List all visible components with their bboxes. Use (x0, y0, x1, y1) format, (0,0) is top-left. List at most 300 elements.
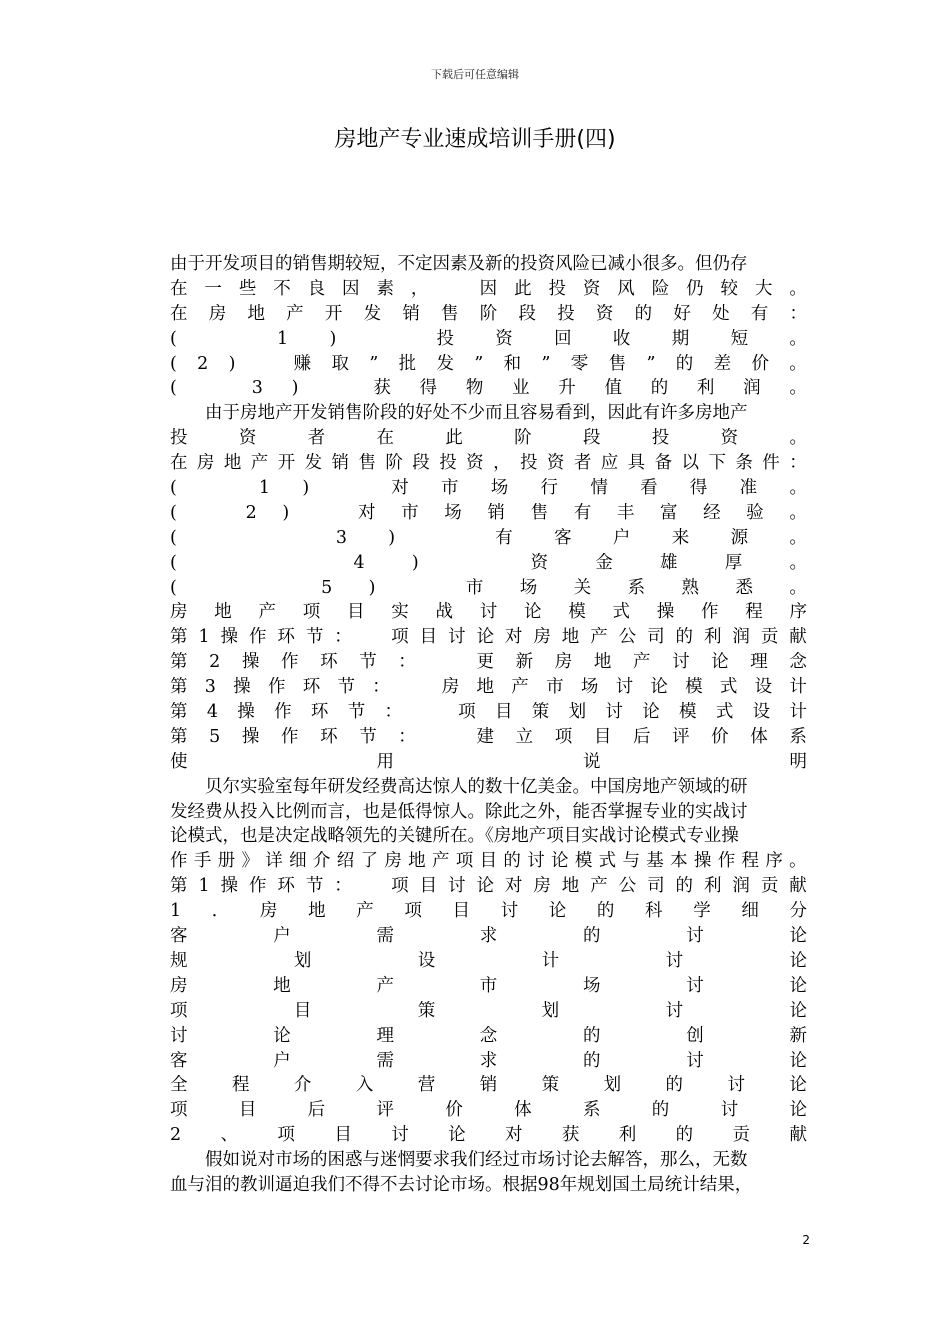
line-glyph: 的 (583, 926, 601, 947)
line-glyph: 目 (238, 1100, 257, 1121)
line-glyph: 产 (356, 901, 374, 922)
line-glyph: 第 (170, 702, 188, 723)
line-glyph: 环 (310, 702, 329, 723)
line-glyph: 具 (627, 453, 646, 474)
line-glyph: ： (384, 702, 403, 723)
line-glyph: 。 (789, 428, 807, 449)
line-glyph: ( (170, 378, 177, 399)
text-line (170, 750, 807, 775)
text-line (170, 277, 807, 302)
line-glyph: 5 (209, 726, 221, 747)
line-glyph: 新 (789, 1025, 807, 1046)
text-line: 血与泪的教训逼迫我们不得不去讨论市场。根据98年规划国土局统计结果， (170, 1174, 753, 1195)
line-glyph (327, 376, 345, 401)
line-glyph: 的 (651, 1100, 670, 1121)
line-glyph (445, 277, 463, 302)
line-glyph (436, 526, 454, 551)
text-line (170, 551, 807, 576)
line-glyph: 讨 (527, 851, 545, 872)
line-glyph: 段 (582, 428, 601, 449)
line-glyph: 2 (209, 652, 221, 673)
line-glyph: 论 (789, 975, 807, 996)
line-glyph: 体 (750, 726, 768, 747)
line-glyph: 收 (612, 328, 631, 349)
line-glyph: 全 (170, 1075, 188, 1096)
text-line (170, 327, 807, 352)
line-glyph: 处 (712, 303, 730, 324)
line-glyph: 投 (548, 278, 566, 299)
line-glyph: 的 (665, 1075, 683, 1096)
line-glyph: 划 (293, 950, 312, 971)
line-glyph (407, 675, 425, 700)
line-glyph: 2 (197, 353, 209, 374)
line-glyph: 段 (412, 453, 430, 474)
line-glyph: 模 (574, 851, 593, 872)
line-glyph: 。 (789, 577, 807, 598)
line-glyph: 营 (417, 1075, 436, 1096)
line-glyph (218, 327, 236, 352)
line-glyph: 值 (604, 378, 622, 399)
line-glyph: ( (170, 527, 177, 548)
line-glyph: 手 (193, 851, 212, 872)
line-glyph: 目 (494, 702, 513, 723)
line-glyph: 资 (595, 303, 614, 324)
line-glyph: 得 (419, 378, 438, 399)
line-glyph: 。 (789, 328, 807, 349)
line-glyph: 润 (732, 627, 750, 648)
text-line (170, 999, 807, 1024)
text-line: 发经费从投入比例而言，也是低得惊人。除此之外，能否掌握专业的实战讨 (170, 801, 748, 822)
line-glyph: 条 (735, 453, 753, 474)
line-glyph: ： (789, 453, 807, 474)
line-glyph: 物 (465, 378, 484, 399)
line-glyph: 房 (170, 975, 188, 996)
line-glyph: 场 (519, 577, 538, 598)
line-glyph: ： (398, 652, 416, 673)
line-glyph: ( (170, 478, 177, 499)
line-glyph: 系 (627, 577, 646, 598)
line-glyph: 。 (789, 278, 807, 299)
line-glyph: 发 (304, 453, 323, 474)
text-line (170, 426, 807, 451)
line-glyph: 式 (715, 702, 734, 723)
line-glyph: 。 (789, 478, 807, 499)
line-glyph: 式 (612, 602, 630, 623)
line-glyph: 创 (686, 1025, 704, 1046)
line-glyph: ) (411, 552, 419, 573)
line-glyph: 有 (495, 527, 513, 548)
line-glyph: 投 (436, 328, 454, 349)
line-glyph: 理 (750, 652, 768, 673)
line-glyph: 准 (739, 478, 758, 499)
line-glyph: 项 (458, 702, 476, 723)
line-glyph: 战 (435, 602, 453, 623)
line-glyph: 环 (320, 652, 338, 673)
line-glyph: 对 (358, 502, 376, 523)
line-glyph: 一 (204, 278, 222, 299)
line-glyph: 市 (546, 677, 564, 698)
line-glyph: 项 (455, 851, 474, 872)
line-glyph: 讨 (672, 652, 690, 673)
line-glyph: ： (334, 627, 352, 648)
line-glyph: 册 (217, 851, 236, 872)
line-glyph: 序 (789, 602, 807, 623)
text-line (170, 849, 807, 874)
line-glyph: 项 (391, 627, 409, 648)
line-glyph: ： (372, 677, 390, 698)
line-glyph: 地 (408, 851, 426, 872)
line-glyph: 立 (515, 726, 534, 747)
line-glyph: 作 (248, 627, 267, 648)
line-glyph: 项 (391, 876, 409, 897)
line-glyph: 细 (289, 851, 307, 872)
line-glyph: 客 (170, 926, 188, 947)
line-glyph: 式 (719, 677, 738, 698)
line-glyph: 第 (170, 652, 188, 673)
text-line: 由于房地产开发销售阶段的好处不少而且容易看到，因此有许多房地产 (205, 403, 748, 424)
line-glyph: 产 (511, 677, 529, 698)
line-glyph: 、 (220, 1125, 239, 1146)
line-glyph: 场 (444, 502, 462, 523)
line-glyph: 市 (479, 975, 498, 996)
line-glyph: 程 (231, 1075, 250, 1096)
line-glyph: 大 (754, 278, 773, 299)
line-glyph: 实 (391, 602, 409, 623)
line-glyph: 介 (312, 851, 331, 872)
line-glyph: 销 (479, 1075, 498, 1096)
line-glyph: 雄 (660, 552, 678, 573)
line-glyph: 产 (632, 652, 651, 673)
line-glyph: 更 (476, 652, 495, 673)
line-glyph: 讨 (686, 975, 704, 996)
line-glyph: 作 (280, 652, 299, 673)
text-line (170, 352, 807, 377)
line-glyph: 作 (248, 876, 267, 897)
line-glyph: 贡 (760, 876, 779, 897)
line-glyph (466, 551, 484, 576)
line-glyph: 求 (479, 1050, 498, 1071)
line-glyph: 讨 (665, 1000, 684, 1021)
line-glyph (202, 501, 220, 526)
line-glyph: 建 (476, 726, 495, 747)
line-glyph: 升 (558, 378, 576, 399)
line-glyph: 司 (647, 627, 665, 648)
line-glyph: 求 (479, 926, 498, 947)
line-glyph: 。 (789, 502, 807, 523)
line-glyph: 房 (259, 901, 278, 922)
line-glyph: 地 (476, 677, 495, 698)
line-glyph: 润 (743, 378, 761, 399)
line-glyph: 业 (512, 378, 530, 399)
line-glyph: 售 (608, 353, 627, 374)
line-glyph: 价 (711, 726, 729, 747)
line-glyph: 基 (646, 851, 664, 872)
line-glyph: 讨 (727, 1075, 745, 1096)
line-glyph: 模 (685, 677, 703, 698)
line-glyph: 详 (265, 851, 283, 872)
line-glyph: 讨 (448, 627, 466, 648)
line-glyph: 作 (170, 851, 188, 872)
line-glyph: 献 (789, 1125, 807, 1146)
line-glyph: ( (170, 328, 177, 349)
line-glyph: 程 (745, 602, 763, 623)
line-glyph: 5 (321, 577, 333, 598)
line-glyph: 1 (198, 876, 210, 897)
line-glyph: 在 (170, 278, 188, 299)
line-glyph: 投 (651, 428, 670, 449)
line-glyph: 地 (247, 303, 265, 324)
line-glyph: 序 (765, 851, 783, 872)
line-glyph: 节 (305, 627, 324, 648)
line-glyph: 场 (580, 677, 599, 698)
line-glyph: 科 (645, 901, 663, 922)
line-glyph: 利 (618, 1125, 637, 1146)
line-glyph: 操 (220, 876, 239, 897)
line-glyph: 划 (568, 702, 587, 723)
line-glyph: ( (170, 552, 177, 573)
line-glyph: 环 (277, 627, 295, 648)
line-glyph: 讨 (720, 1100, 739, 1121)
line-glyph: 规 (170, 950, 188, 971)
line-glyph: 。 (789, 527, 807, 548)
line-glyph: 利 (703, 627, 722, 648)
line-glyph: 良 (307, 278, 326, 299)
line-glyph: 论 (524, 602, 542, 623)
line-glyph: 售 (530, 502, 549, 523)
text-line: 由于开发项目的销售期较短，不定因素及新的投资风险已减小很多。但仍存 (170, 254, 748, 274)
line-glyph: ” (474, 353, 484, 374)
document-title: 房地产专业速成培训手册(四) (334, 127, 616, 152)
line-glyph (224, 551, 242, 576)
line-glyph: 式 (598, 851, 617, 872)
line-glyph: 因 (479, 278, 498, 299)
line-glyph: 评 (376, 1100, 394, 1121)
line-glyph: 者 (573, 453, 592, 474)
line-glyph: 地 (561, 876, 580, 897)
line-glyph: 2 (245, 502, 257, 523)
text-line (170, 576, 807, 601)
line-glyph: 作 (701, 602, 719, 623)
line-glyph: 产 (258, 602, 276, 623)
line-glyph: 环 (277, 876, 295, 897)
line-glyph: 作 (274, 702, 292, 723)
line-glyph: 程 (741, 851, 759, 872)
line-glyph: 期 (671, 328, 690, 349)
line-glyph: 的 (503, 851, 521, 872)
line-glyph: ( (170, 502, 177, 523)
line-glyph (218, 526, 236, 551)
line-glyph: 论 (273, 1025, 291, 1046)
text-line (170, 600, 807, 625)
line-glyph: 。 (789, 851, 807, 872)
line-glyph: 项 (404, 901, 422, 922)
line-glyph: 讨 (391, 1125, 409, 1146)
line-glyph: 了 (360, 851, 378, 872)
line-glyph (289, 551, 307, 576)
line-glyph: 资 (466, 453, 484, 474)
line-glyph: 富 (659, 502, 678, 523)
line-glyph: 市 (440, 478, 459, 499)
line-glyph: 些 (238, 278, 257, 299)
line-glyph: 资 (530, 552, 549, 573)
line-glyph: 献 (789, 876, 807, 897)
line-glyph: 操 (237, 702, 255, 723)
line-glyph: 策 (531, 702, 550, 723)
line-glyph: 验 (746, 502, 764, 523)
line-glyph: 地 (308, 901, 326, 922)
text-line (170, 1049, 807, 1074)
line-glyph: 明 (789, 751, 807, 772)
line-glyph: ， (410, 278, 429, 299)
line-glyph: 对 (504, 876, 523, 897)
line-glyph: 论 (650, 677, 668, 698)
line-glyph: 的 (675, 1125, 694, 1146)
text-line (170, 924, 807, 949)
line-glyph: 公 (618, 627, 637, 648)
text-line (170, 526, 807, 551)
line-glyph: 批 (398, 353, 417, 374)
line-glyph: 房 (170, 602, 188, 623)
line-glyph: 计 (541, 950, 560, 971)
line-glyph: 悉 (735, 577, 753, 598)
line-glyph: 。 (789, 353, 807, 374)
line-glyph: 在 (170, 303, 188, 324)
line-glyph: ： (789, 303, 807, 324)
line-glyph: 目 (593, 726, 612, 747)
line-glyph: 润 (732, 876, 750, 897)
line-glyph: 节 (359, 652, 377, 673)
line-glyph: 房 (533, 627, 551, 648)
line-glyph: 零 (570, 353, 589, 374)
line-glyph: 用 (376, 751, 394, 772)
line-glyph: 较 (720, 278, 738, 299)
line-glyph: ” (646, 353, 656, 374)
line-glyph: 第 (170, 876, 188, 897)
line-glyph: 节 (305, 876, 324, 897)
line-glyph: 作 (280, 726, 299, 747)
line-glyph: 作 (267, 677, 286, 698)
line-glyph: 项 (277, 1125, 295, 1146)
text-line (170, 725, 807, 750)
line-glyph: 看 (640, 478, 658, 499)
line-glyph: 的 (675, 876, 694, 897)
line-glyph: 项 (170, 1100, 188, 1121)
line-glyph: 司 (647, 876, 665, 897)
line-glyph: 设 (754, 677, 773, 698)
line-glyph: 以 (681, 453, 700, 474)
page-header: 下载后可任意编辑 (431, 68, 519, 81)
line-glyph: 情 (590, 478, 608, 499)
line-glyph: 仍 (686, 278, 704, 299)
line-glyph (412, 576, 430, 601)
line-glyph: 来 (671, 527, 690, 548)
line-glyph: 产 (590, 876, 608, 897)
line-glyph: 系 (789, 726, 807, 747)
line-glyph: 系 (582, 1100, 601, 1121)
line-glyph: 论 (642, 702, 660, 723)
line-glyph: ) (302, 478, 310, 499)
line-glyph: 险 (651, 278, 670, 299)
line-glyph: 阶 (385, 453, 403, 474)
line-glyph: 1 (198, 627, 210, 648)
line-glyph: 产 (431, 851, 450, 872)
line-glyph: ) (228, 353, 236, 374)
line-glyph: 操 (241, 726, 260, 747)
line-glyph: 售 (441, 303, 459, 324)
line-glyph: 新 (515, 652, 534, 673)
line-glyph: 对 (391, 478, 409, 499)
line-glyph: 环 (320, 726, 338, 747)
line-glyph: 户 (612, 527, 631, 548)
line-glyph (315, 501, 333, 526)
line-glyph: 模 (679, 702, 697, 723)
line-glyph: 资 (546, 453, 565, 474)
line-glyph: ( (170, 353, 177, 374)
line-glyph: 者 (307, 428, 326, 449)
line-glyph: 价 (751, 353, 769, 374)
line-glyph: 房 (384, 851, 402, 872)
line-glyph: 目 (293, 1000, 312, 1021)
text-line (170, 1098, 807, 1123)
line-glyph: 操 (693, 851, 712, 872)
line-glyph: ． (211, 901, 230, 922)
line-glyph: 论 (789, 1075, 807, 1096)
line-glyph: ( (170, 577, 177, 598)
line-glyph: 的 (634, 303, 653, 324)
line-glyph (206, 376, 224, 401)
line-glyph: 》 (241, 851, 259, 872)
text-line (170, 874, 807, 899)
line-glyph: 细 (741, 901, 759, 922)
line-glyph: 讨 (479, 602, 498, 623)
line-glyph: 项 (170, 1000, 188, 1021)
line-glyph: 目 (334, 1125, 352, 1146)
line-glyph: 与 (622, 851, 640, 872)
line-glyph: 产 (286, 303, 304, 324)
line-glyph: ) (329, 328, 337, 349)
line-glyph: 此 (514, 278, 532, 299)
line-glyph: 1 (170, 901, 182, 922)
line-glyph: 策 (417, 1000, 436, 1021)
line-glyph: 第 (170, 627, 188, 648)
line-glyph: 讨 (665, 950, 684, 971)
line-glyph: 的 (596, 901, 615, 922)
line-glyph (267, 576, 285, 601)
line-glyph: 讨 (615, 677, 634, 698)
text-line (170, 650, 807, 675)
line-glyph: 客 (554, 527, 572, 548)
line-glyph: 场 (490, 478, 509, 499)
line-glyph: 论 (789, 950, 807, 971)
line-glyph: 环 (302, 677, 321, 698)
text-line: 假如说对市场的困惑与迷惘要求我们经过市场讨论去解答，那么，无数 (205, 1150, 748, 1171)
line-glyph: 本 (670, 851, 688, 872)
line-glyph: ) (282, 502, 290, 523)
line-glyph: 评 (672, 726, 690, 747)
page-number: 2 (802, 1233, 810, 1247)
line-glyph: 说 (583, 751, 601, 772)
line-glyph: 销 (487, 502, 505, 523)
line-glyph: 金 (595, 552, 613, 573)
line-glyph: 计 (789, 702, 807, 723)
line-glyph: 源 (730, 527, 749, 548)
line-glyph: 目 (419, 876, 438, 897)
line-glyph: 第 (170, 726, 188, 747)
line-glyph: 回 (554, 328, 572, 349)
line-glyph: 贡 (732, 1125, 751, 1146)
body-text (170, 252, 807, 1198)
line-glyph (213, 576, 231, 601)
